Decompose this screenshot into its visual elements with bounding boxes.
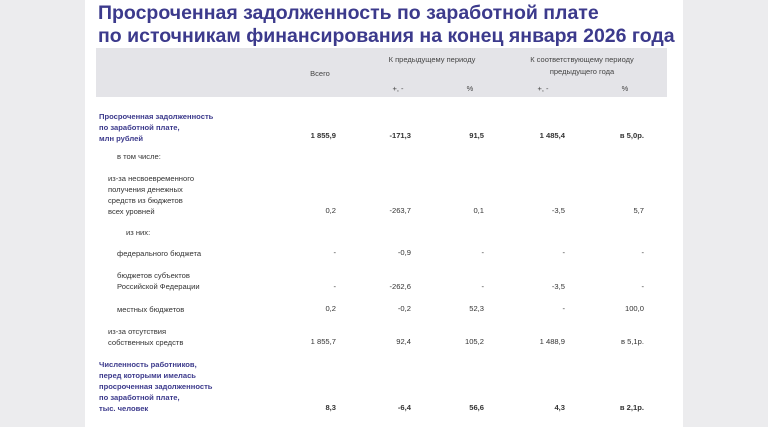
cell-prev-percent: 91,5: [469, 131, 484, 140]
header-total: Всего: [310, 69, 330, 78]
header-percent-2: %: [621, 84, 629, 93]
title-line-1: Просроченная задолженность по заработной плате: [98, 2, 599, 24]
header-percent-1: %: [466, 84, 474, 93]
cell-same-delta: 4,3: [554, 403, 565, 412]
row-label-including: в том числе:: [117, 152, 161, 161]
cell-prev-delta: -0,9: [397, 248, 411, 257]
cell-prev-delta: -171,3: [389, 131, 411, 140]
cell-prev-delta: -262,6: [389, 282, 411, 291]
cell-total: 0,2: [325, 206, 336, 215]
cell-prev-delta: -0,2: [397, 304, 411, 313]
cell-same-percent: в 5,0р.: [619, 131, 644, 140]
row-label-budget-delays: из-за несвоевременного получения денежных средств из бюджетов всех уровней: [108, 174, 195, 216]
cell-prev-percent: 52,3: [469, 304, 484, 313]
cell-same-delta: -: [562, 248, 565, 257]
cell-same-percent: -: [641, 282, 644, 291]
row-label-debt: Просроченная задолженность по заработной плате, млн рублей: [99, 112, 214, 143]
cell-total: -: [333, 248, 336, 257]
cell-prev-delta: -6,4: [397, 403, 411, 412]
cell-total: 1 855,9: [310, 131, 336, 140]
cell-same-delta: -: [562, 304, 565, 313]
cell-prev-percent: 0,1: [473, 206, 484, 215]
cell-prev-percent: 105,2: [464, 337, 484, 346]
title-line-2: по источникам финансирования на конец января 2026 года: [98, 25, 675, 47]
row-label-local: местных бюджетов: [117, 305, 185, 314]
cell-same-delta: -3,5: [551, 206, 565, 215]
cell-prev-percent: -: [481, 282, 484, 291]
cell-prev-percent: 56,6: [469, 403, 484, 412]
cell-total: 0,2: [325, 304, 336, 313]
header-plus-minus-1: +, -: [392, 84, 404, 93]
cell-same-delta: -3,5: [551, 282, 565, 291]
cell-total: 8,3: [325, 403, 336, 412]
cell-same-delta: 1 485,4: [539, 131, 565, 140]
cell-prev-delta: 92,4: [396, 337, 411, 346]
cell-prev-percent: -: [481, 248, 484, 257]
cell-same-percent: 100,0: [624, 304, 644, 313]
row-label-of-them: из них:: [126, 228, 151, 237]
row-label-regional: бюджетов субъектов Российской Федерации: [117, 271, 200, 291]
row-label-own-funds: из-за отсутствия собственных средств: [108, 327, 184, 347]
header-same-period: К соответствующему периоду: [530, 55, 634, 64]
cell-prev-delta: -263,7: [389, 206, 411, 215]
cell-same-percent: -: [641, 248, 644, 257]
cell-total: 1 855,7: [310, 337, 336, 346]
row-label-federal: федерального бюджета: [117, 249, 202, 258]
header-plus-minus-2: +, -: [537, 84, 549, 93]
cell-same-percent: в 2,1р.: [619, 403, 644, 412]
cell-same-percent: 5,7: [633, 206, 644, 215]
cell-total: -: [333, 282, 336, 291]
header-prev-period: К предыдущему периоду: [388, 55, 476, 64]
cell-same-delta: 1 488,9: [539, 337, 565, 346]
header-same-period-2: предыдущего года: [549, 67, 615, 76]
cell-same-percent: в 5,1р.: [620, 337, 644, 346]
row-label-workers: Численность работников, перед которыми имелась просроченная задолженность по заработной плате, тыс. человек: [99, 360, 213, 413]
page-title: [98, 2, 678, 48]
